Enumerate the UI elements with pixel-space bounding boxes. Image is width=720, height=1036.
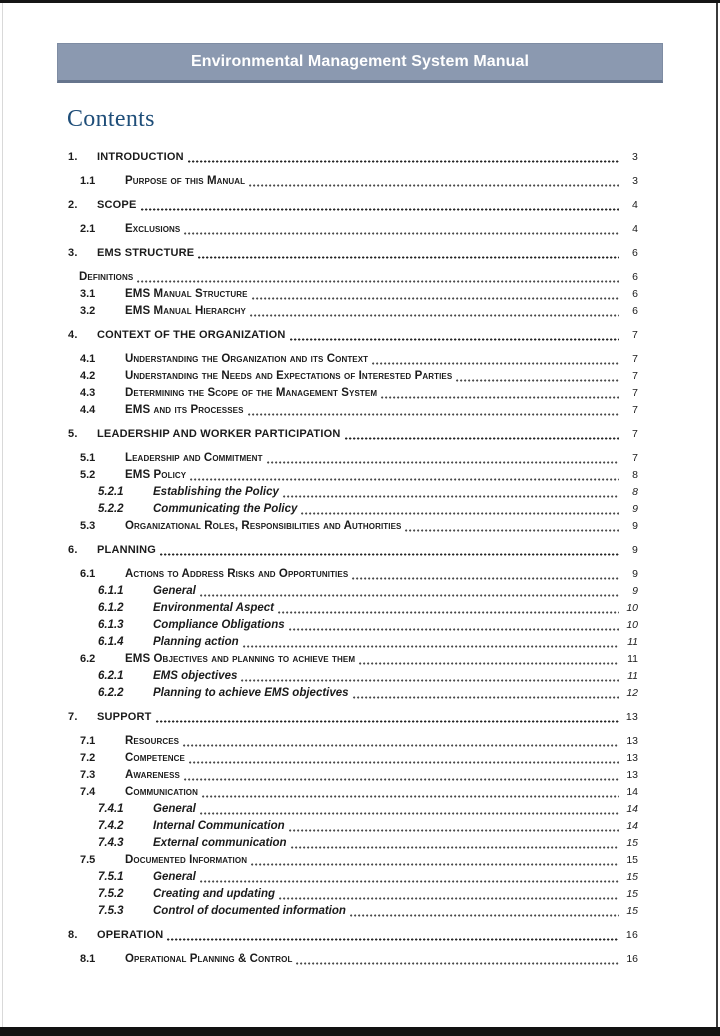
- dotted-leader: [456, 379, 619, 382]
- toc-entry-page-number: 7: [632, 452, 638, 464]
- toc-entry-page-number: 11: [627, 653, 638, 665]
- toc-entry[interactable]: [68, 368, 638, 385]
- toc-entry-number: 3.: [68, 247, 78, 259]
- toc-entry-number: 4.: [68, 329, 78, 341]
- toc-entry-number: 1.: [68, 151, 78, 163]
- toc-entry-number: 7.3: [80, 769, 96, 781]
- toc-entry-label: INTRODUCTION: [97, 151, 184, 163]
- dotted-leader: [243, 645, 619, 648]
- toc-entry-number: 5.2.1: [98, 486, 124, 498]
- toc-entry-label: Control of documented information: [153, 905, 346, 917]
- toc-entry-label: Internal Communication: [153, 820, 285, 832]
- toc-entry-page-number: 7: [631, 428, 638, 440]
- toc-entry[interactable]: [68, 303, 638, 320]
- toc-entry[interactable]: [68, 634, 638, 651]
- toc-entry-label: Environmental Aspect: [153, 602, 274, 614]
- dotted-leader: [301, 512, 619, 515]
- toc-entry-page-number: 7: [632, 387, 638, 399]
- dotted-leader: [353, 696, 619, 699]
- page-edge-bottom: [0, 1027, 720, 1036]
- toc-entry-label: Establishing the Policy: [153, 486, 279, 498]
- toc-entry-number: 4.4: [80, 404, 96, 416]
- toc-entry-page-number: 6: [632, 305, 638, 317]
- toc-entry-page-number: 14: [626, 820, 638, 832]
- dotted-leader: [279, 897, 619, 900]
- dotted-leader: [291, 846, 619, 849]
- toc-entry-label: Actions to Address Risks and Opportunities: [125, 568, 349, 580]
- toc-entry-label: Leadership and Commitment: [125, 452, 263, 464]
- document-title: Environmental Management System Manual: [190, 53, 530, 70]
- dotted-leader: [160, 553, 619, 556]
- toc-entry-page-number: 15: [626, 905, 638, 917]
- dotted-leader: [289, 628, 619, 631]
- toc-entry-page-number: 7: [632, 370, 638, 382]
- toc-entry-page-number: 4: [631, 199, 638, 211]
- toc-entry-label: Organizational Roles, Responsibilities and Authorities: [125, 520, 402, 532]
- toc-entry[interactable]: [68, 402, 638, 419]
- dotted-leader: [200, 812, 619, 815]
- toc-entry-page-number: 15: [626, 854, 638, 866]
- dotted-leader: [156, 720, 619, 723]
- toc-entry[interactable]: [68, 651, 638, 668]
- toc-entry-number: 8.1: [80, 953, 96, 965]
- toc-entry-page-number: 9: [632, 520, 638, 532]
- toc-entry-number: 6.1.2: [98, 602, 124, 614]
- dotted-leader: [250, 314, 619, 317]
- dotted-leader: [352, 577, 619, 580]
- toc-entry-number: 7.4.3: [98, 837, 124, 849]
- toc-entry-page-number: 13: [626, 769, 638, 781]
- toc-entry-page-number: 8: [632, 469, 638, 481]
- toc-entry-label: Documented Information: [125, 854, 248, 866]
- dotted-leader: [184, 778, 619, 781]
- toc-entry-page-number: 13: [625, 711, 638, 723]
- toc-entry-number: 7.2: [80, 752, 96, 764]
- toc-entry[interactable]: [68, 583, 638, 600]
- dotted-leader: [249, 184, 619, 187]
- toc-entry-page-number: 3: [632, 175, 638, 187]
- toc-entry-label: Communication: [125, 786, 199, 798]
- dotted-leader: [289, 829, 619, 832]
- toc-entry-number: 7.5: [80, 854, 96, 866]
- toc-entry-label: External communication: [153, 837, 287, 849]
- toc-entry[interactable]: [68, 886, 638, 903]
- dotted-leader: [202, 795, 619, 798]
- toc-entry-page-number: 8: [632, 486, 638, 498]
- toc-entry-number: 7.4.1: [98, 803, 124, 815]
- toc-entry[interactable]: [68, 484, 638, 501]
- dotted-leader: [359, 662, 619, 665]
- toc-entry[interactable]: [68, 801, 638, 818]
- toc-entry-label: EMS Policy: [125, 469, 187, 481]
- dotted-leader: [200, 594, 619, 597]
- toc-entry[interactable]: [68, 685, 638, 702]
- toc-entry[interactable]: [68, 385, 638, 402]
- dotted-leader: [283, 495, 619, 498]
- dotted-leader: [189, 761, 619, 764]
- toc-entry-label: Awareness: [125, 769, 180, 781]
- toc-entry[interactable]: [68, 903, 638, 920]
- dotted-leader: [241, 679, 619, 682]
- toc-entry-number: 5.3: [80, 520, 96, 532]
- dotted-leader: [405, 529, 619, 532]
- toc-entry[interactable]: [68, 467, 638, 484]
- toc-entry-page-number: 7: [632, 404, 638, 416]
- toc-entry[interactable]: [68, 286, 638, 303]
- toc-entry[interactable]: [68, 327, 638, 344]
- toc-entry-number: 7.: [68, 711, 78, 723]
- toc-entry-number: 6.2.2: [98, 687, 124, 699]
- toc-entry-label: EMS Objectives and planning to achieve them: [125, 653, 356, 665]
- toc-entry-number: 6.2.1: [98, 670, 124, 682]
- toc-entry[interactable]: [68, 542, 638, 559]
- toc-entry-number: 8.: [68, 929, 78, 941]
- toc-entry-page-number: 10: [626, 619, 638, 631]
- toc-entry-label: Purpose of this Manual: [125, 175, 246, 187]
- toc-entry-label: OPERATION: [97, 929, 164, 941]
- dotted-leader: [167, 938, 619, 941]
- dotted-leader: [184, 232, 619, 235]
- toc-entry-number: 5.2.2: [98, 503, 124, 515]
- toc-entry-page-number: 16: [626, 953, 638, 965]
- toc-entry-number: 4.1: [80, 353, 96, 365]
- toc-entry-page-number: 4: [632, 223, 638, 235]
- toc-entry-label: General: [153, 803, 196, 815]
- dotted-leader: [183, 744, 619, 747]
- toc-entry[interactable]: [68, 351, 638, 368]
- table-of-contents: [68, 142, 638, 968]
- dotted-leader: [290, 338, 619, 341]
- toc-entry-page-number: 12: [626, 687, 638, 699]
- toc-entry[interactable]: [68, 450, 638, 467]
- toc-entry[interactable]: [68, 173, 638, 190]
- toc-entry-label: Compliance Obligations: [153, 619, 285, 631]
- toc-entry-label: EMS objectives: [153, 670, 238, 682]
- dotted-leader: [278, 611, 619, 614]
- toc-entry-page-number: 7: [631, 329, 638, 341]
- toc-entry-number: 5.: [68, 428, 78, 440]
- toc-entry-page-number: 16: [625, 929, 638, 941]
- toc-entry-number: 3.1: [80, 288, 96, 300]
- toc-entry-page-number: 3: [631, 151, 638, 163]
- toc-entry-label: General: [153, 871, 196, 883]
- toc-entry-number: 4.2: [80, 370, 96, 382]
- dotted-leader: [372, 362, 619, 365]
- toc-entry-label: EMS Manual Structure: [125, 288, 248, 300]
- toc-entry-label: SUPPORT: [97, 711, 152, 723]
- toc-entry-label: CONTEXT OF THE ORGANIZATION: [97, 329, 286, 341]
- toc-entry-number: 6.1: [80, 568, 96, 580]
- toc-entry-page-number: 9: [632, 568, 638, 580]
- toc-entry[interactable]: [68, 733, 638, 750]
- dotted-leader: [141, 208, 619, 211]
- toc-entry-number: 7.4.2: [98, 820, 124, 832]
- toc-entry-page-number: 14: [626, 803, 638, 815]
- toc-entry[interactable]: [68, 784, 638, 801]
- dotted-leader: [267, 461, 619, 464]
- toc-entry-label: Understanding the Organization and its Context: [125, 353, 369, 365]
- toc-entry[interactable]: [68, 951, 638, 968]
- dotted-leader: [137, 280, 619, 283]
- toc-entry-label: Planning to achieve EMS objectives: [153, 687, 349, 699]
- toc-entry-page-number: 11: [627, 670, 638, 682]
- toc-entry[interactable]: [68, 518, 638, 535]
- toc-entry[interactable]: [68, 566, 638, 583]
- toc-entry-number: 6.2: [80, 653, 96, 665]
- toc-entry-label: Competence: [125, 752, 185, 764]
- toc-entry-label: PLANNING: [97, 544, 157, 556]
- dotted-leader: [296, 962, 619, 965]
- toc-entry-number: 6.: [68, 544, 78, 556]
- toc-entry[interactable]: [68, 750, 638, 767]
- toc-entry-label: Understanding the Needs and Expectations of Interested Parties: [125, 370, 453, 382]
- toc-entry-label: EMS Manual Hierarchy: [125, 305, 246, 317]
- document-title-banner: [57, 43, 663, 83]
- toc-entry[interactable]: [68, 852, 638, 869]
- toc-entry[interactable]: [68, 245, 638, 262]
- toc-entry-page-number: 9: [632, 585, 638, 597]
- toc-entry-page-number: 15: [626, 888, 638, 900]
- dotted-leader: [345, 437, 619, 440]
- toc-entry[interactable]: [68, 426, 638, 443]
- toc-entry[interactable]: [68, 269, 638, 286]
- dotted-leader: [198, 256, 619, 259]
- toc-entry-page-number: 6: [631, 247, 638, 259]
- toc-entry-label: EMS STRUCTURE: [97, 247, 195, 259]
- toc-entry-number: 2.: [68, 199, 78, 211]
- toc-entry-number: 7.5.2: [98, 888, 124, 900]
- toc-entry-label: General: [153, 585, 196, 597]
- page-edge-top: [0, 0, 720, 3]
- dotted-leader: [251, 863, 619, 866]
- toc-entry-page-number: 11: [627, 636, 638, 648]
- toc-entry-page-number: 6: [632, 271, 638, 283]
- toc-entry-number: 7.5.3: [98, 905, 124, 917]
- toc-entry-number: 7.5.1: [98, 871, 124, 883]
- toc-entry[interactable]: [68, 197, 638, 214]
- toc-entry-page-number: 15: [626, 837, 638, 849]
- toc-entry[interactable]: [68, 818, 638, 835]
- toc-entry[interactable]: [68, 835, 638, 852]
- toc-entry-label: Creating and updating: [153, 888, 276, 900]
- toc-entry-number: 5.1: [80, 452, 96, 464]
- toc-entry-number: 5.2: [80, 469, 96, 481]
- toc-entry[interactable]: [68, 617, 638, 634]
- page-edge-left: [2, 3, 3, 1027]
- toc-entry[interactable]: [68, 149, 638, 166]
- toc-entry-number: 4.3: [80, 387, 96, 399]
- toc-entry-number: 2.1: [80, 223, 96, 235]
- toc-entry-page-number: 9: [631, 544, 638, 556]
- toc-entry[interactable]: [68, 709, 638, 726]
- toc-entry-page-number: 10: [626, 602, 638, 614]
- toc-entry-label: EMS and its Processes: [125, 404, 244, 416]
- toc-entry-label: Exclusions: [125, 223, 181, 235]
- toc-entry-label: SCOPE: [97, 199, 137, 211]
- dotted-leader: [381, 396, 619, 399]
- toc-entry-page-number: 13: [626, 735, 638, 747]
- dotted-leader: [248, 413, 619, 416]
- toc-entry-page-number: 7: [632, 353, 638, 365]
- toc-entry[interactable]: [68, 927, 638, 944]
- toc-entry-number: 7.1: [80, 735, 96, 747]
- toc-entry[interactable]: [68, 869, 638, 886]
- toc-entry-number: 6.1.1: [98, 585, 124, 597]
- toc-entry-page-number: 13: [626, 752, 638, 764]
- contents-heading: Contents: [67, 106, 155, 132]
- dotted-leader: [252, 297, 619, 300]
- toc-entry-number: 1.1: [80, 175, 96, 187]
- toc-entry-label: Definitions: [79, 271, 134, 283]
- dotted-leader: [200, 880, 619, 883]
- toc-entry[interactable]: [68, 221, 638, 238]
- toc-entry-number: 3.2: [80, 305, 96, 317]
- toc-entry-number: 6.1.3: [98, 619, 124, 631]
- toc-entry[interactable]: [68, 600, 638, 617]
- toc-entry-number: 6.1.4: [98, 636, 124, 648]
- toc-entry-label: Planning action: [153, 636, 239, 648]
- toc-entry-page-number: 9: [632, 503, 638, 515]
- toc-entry-label: Operational Planning & Control: [125, 953, 293, 965]
- toc-entry-label: Resources: [125, 735, 180, 747]
- toc-entry-label: Determining the Scope of the Management System: [125, 387, 378, 399]
- toc-entry-label: LEADERSHIP AND WORKER PARTICIPATION: [97, 428, 341, 440]
- dotted-leader: [350, 914, 619, 917]
- dotted-leader: [188, 160, 619, 163]
- toc-entry-page-number: 6: [632, 288, 638, 300]
- toc-entry[interactable]: [68, 501, 638, 518]
- toc-entry[interactable]: [68, 668, 638, 685]
- toc-entry[interactable]: [68, 767, 638, 784]
- toc-entry-page-number: 14: [626, 786, 638, 798]
- dotted-leader: [190, 478, 619, 481]
- page-edge-right: [716, 3, 718, 1027]
- toc-entry-number: 7.4: [80, 786, 96, 798]
- toc-entry-label: Communicating the Policy: [153, 503, 298, 515]
- toc-entry-page-number: 15: [626, 871, 638, 883]
